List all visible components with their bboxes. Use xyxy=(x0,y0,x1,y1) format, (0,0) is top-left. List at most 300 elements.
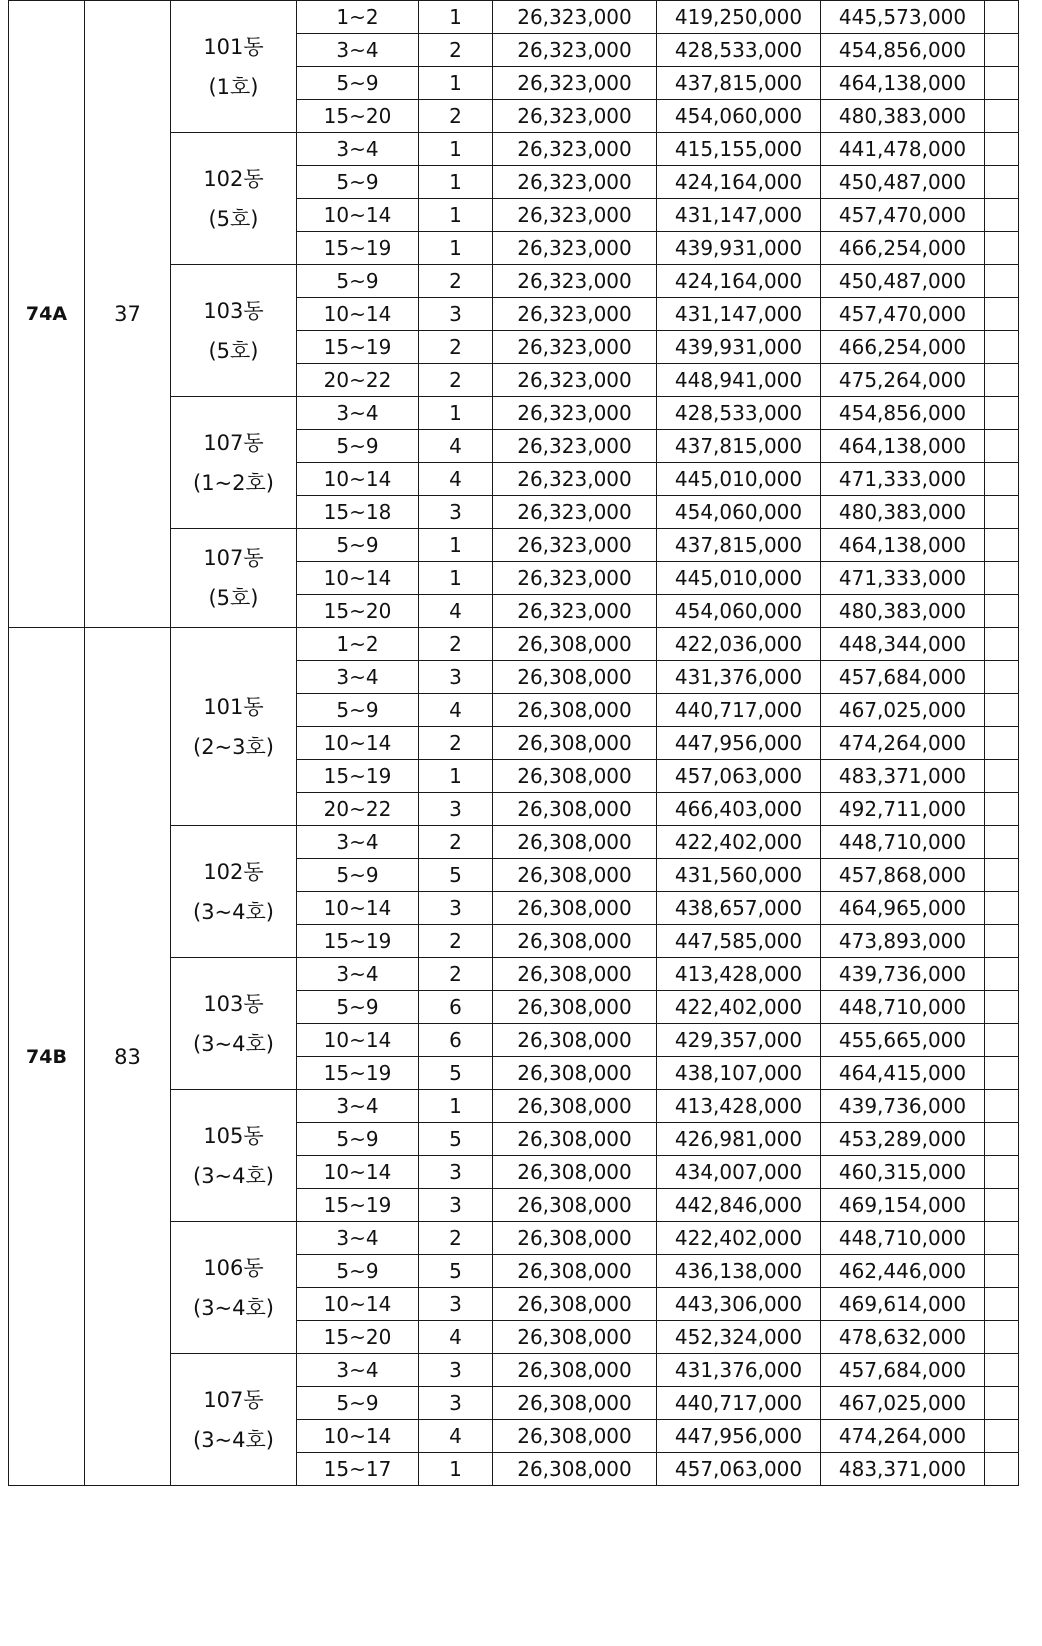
building-price-cell: 413,428,000 xyxy=(657,1090,821,1123)
household-count-cell: 1 xyxy=(419,1,493,34)
household-count-cell: 5 xyxy=(419,1057,493,1090)
building-cell xyxy=(171,1354,297,1486)
cropped-edge-cell xyxy=(985,199,1019,232)
land-price-cell: 26,308,000 xyxy=(493,727,657,760)
floor-range-cell: 10~14 xyxy=(297,562,419,595)
household-count-cell: 5 xyxy=(419,859,493,892)
floor-range-cell: 10~14 xyxy=(297,727,419,760)
land-price-cell: 26,323,000 xyxy=(493,166,657,199)
land-price-cell: 26,308,000 xyxy=(493,892,657,925)
land-price-cell: 26,308,000 xyxy=(493,991,657,1024)
building-name: 101동 xyxy=(203,694,264,719)
building-price-cell: 447,956,000 xyxy=(657,1420,821,1453)
total-price-cell: 462,446,000 xyxy=(821,1255,985,1288)
total-price-cell: 457,684,000 xyxy=(821,1354,985,1387)
floor-range-cell: 5~9 xyxy=(297,859,419,892)
household-count-cell: 2 xyxy=(419,364,493,397)
cropped-edge-cell xyxy=(985,364,1019,397)
floor-range-cell: 5~9 xyxy=(297,67,419,100)
total-price-cell: 466,254,000 xyxy=(821,331,985,364)
cropped-edge-cell xyxy=(985,496,1019,529)
cropped-edge-cell xyxy=(985,760,1019,793)
cropped-edge-cell xyxy=(985,991,1019,1024)
building-price-cell: 445,010,000 xyxy=(657,562,821,595)
land-price-cell: 26,323,000 xyxy=(493,562,657,595)
building-price-cell: 419,250,000 xyxy=(657,1,821,34)
household-count-cell: 3 xyxy=(419,1189,493,1222)
land-price-cell: 26,308,000 xyxy=(493,1354,657,1387)
household-count-cell: 6 xyxy=(419,1024,493,1057)
total-price-cell: 448,344,000 xyxy=(821,628,985,661)
building-unit-line: (3~4호) xyxy=(193,899,274,924)
cropped-edge-cell xyxy=(985,1387,1019,1420)
building-price-cell: 439,931,000 xyxy=(657,232,821,265)
building-name: 101동 xyxy=(203,34,264,59)
building-name: 103동 xyxy=(203,991,264,1016)
land-price-cell: 26,308,000 xyxy=(493,1387,657,1420)
building-price-cell: 436,138,000 xyxy=(657,1255,821,1288)
cropped-edge-cell xyxy=(985,562,1019,595)
building-price-cell: 438,657,000 xyxy=(657,892,821,925)
floor-range-cell: 10~14 xyxy=(297,892,419,925)
floor-range-cell: 3~4 xyxy=(297,661,419,694)
total-price-cell: 453,289,000 xyxy=(821,1123,985,1156)
total-price-cell: 457,868,000 xyxy=(821,859,985,892)
floor-range-cell: 10~14 xyxy=(297,298,419,331)
building-price-cell: 422,036,000 xyxy=(657,628,821,661)
cropped-edge-cell xyxy=(985,1024,1019,1057)
land-price-cell: 26,323,000 xyxy=(493,430,657,463)
building-cell xyxy=(171,628,297,826)
land-price-cell: 26,308,000 xyxy=(493,1420,657,1453)
total-price-cell: 455,665,000 xyxy=(821,1024,985,1057)
household-count-cell: 1 xyxy=(419,166,493,199)
cropped-edge-cell xyxy=(985,430,1019,463)
household-count-cell: 1 xyxy=(419,199,493,232)
cropped-edge-cell xyxy=(985,1222,1019,1255)
floor-range-cell: 10~14 xyxy=(297,1024,419,1057)
building-name: 103동 xyxy=(203,298,264,323)
household-count-cell: 3 xyxy=(419,793,493,826)
building-name: 107동 xyxy=(203,430,264,455)
building-price-cell: 454,060,000 xyxy=(657,100,821,133)
cropped-edge-cell xyxy=(985,859,1019,892)
land-price-cell: 26,323,000 xyxy=(493,265,657,298)
total-price-cell: 464,965,000 xyxy=(821,892,985,925)
land-price-cell: 26,308,000 xyxy=(493,1090,657,1123)
floor-range-cell: 10~14 xyxy=(297,1156,419,1189)
total-price-cell: 460,315,000 xyxy=(821,1156,985,1189)
floor-range-cell: 5~9 xyxy=(297,430,419,463)
total-price-cell: 474,264,000 xyxy=(821,1420,985,1453)
cropped-edge-cell xyxy=(985,628,1019,661)
cropped-edge-cell xyxy=(985,67,1019,100)
cropped-edge-cell xyxy=(985,529,1019,562)
household-count-cell: 3 xyxy=(419,1354,493,1387)
building-price-cell: 437,815,000 xyxy=(657,529,821,562)
total-price-cell: 469,154,000 xyxy=(821,1189,985,1222)
building-price-cell: 413,428,000 xyxy=(657,958,821,991)
total-price-cell: 457,470,000 xyxy=(821,199,985,232)
floor-range-cell: 15~20 xyxy=(297,595,419,628)
total-price-cell: 483,371,000 xyxy=(821,760,985,793)
household-count-cell: 2 xyxy=(419,958,493,991)
floor-range-cell: 5~9 xyxy=(297,1255,419,1288)
household-count-cell: 1 xyxy=(419,232,493,265)
building-price-cell: 415,155,000 xyxy=(657,133,821,166)
land-price-cell: 26,323,000 xyxy=(493,529,657,562)
building-price-cell: 457,063,000 xyxy=(657,1453,821,1486)
building-price-cell: 424,164,000 xyxy=(657,166,821,199)
building-unit-line: (5호) xyxy=(208,586,259,610)
total-price-cell: 457,684,000 xyxy=(821,661,985,694)
building-unit-line: (3~4호) xyxy=(193,1031,274,1056)
floor-range-cell: 3~4 xyxy=(297,1222,419,1255)
table-body xyxy=(9,1,1019,1486)
cropped-edge-cell xyxy=(985,1420,1019,1453)
floor-range-cell: 10~14 xyxy=(297,1420,419,1453)
land-price-cell: 26,308,000 xyxy=(493,925,657,958)
land-price-cell: 26,308,000 xyxy=(493,1024,657,1057)
total-price-cell: 492,711,000 xyxy=(821,793,985,826)
building-unit-line: (3~4호) xyxy=(193,1295,274,1320)
floor-range-cell: 15~19 xyxy=(297,331,419,364)
floor-range-cell: 15~19 xyxy=(297,232,419,265)
household-count-cell: 2 xyxy=(419,826,493,859)
floor-range-cell: 3~4 xyxy=(297,1354,419,1387)
cropped-edge-cell xyxy=(985,1288,1019,1321)
total-price-cell: 464,415,000 xyxy=(821,1057,985,1090)
floor-range-cell: 5~9 xyxy=(297,694,419,727)
cropped-edge-cell xyxy=(985,826,1019,859)
building-price-cell: 422,402,000 xyxy=(657,1222,821,1255)
building-unit-line: (3~4호) xyxy=(193,1427,274,1452)
total-price-cell: 464,138,000 xyxy=(821,430,985,463)
building-cell xyxy=(171,826,297,958)
household-count-cell: 3 xyxy=(419,496,493,529)
land-price-cell: 26,323,000 xyxy=(493,496,657,529)
cropped-edge-cell xyxy=(985,463,1019,496)
household-count-cell: 1 xyxy=(419,67,493,100)
cropped-edge-cell xyxy=(985,34,1019,67)
cropped-edge-cell xyxy=(985,1189,1019,1222)
cropped-edge-cell xyxy=(985,793,1019,826)
cropped-edge-cell xyxy=(985,166,1019,199)
building-price-cell: 440,717,000 xyxy=(657,1387,821,1420)
total-price-cell: 480,383,000 xyxy=(821,595,985,628)
land-price-cell: 26,323,000 xyxy=(493,331,657,364)
building-price-cell: 424,164,000 xyxy=(657,265,821,298)
household-count-cell: 1 xyxy=(419,562,493,595)
building-unit-line: (3~4호) xyxy=(193,1163,274,1188)
cropped-edge-cell xyxy=(985,1123,1019,1156)
land-price-cell: 26,323,000 xyxy=(493,364,657,397)
building-name: 105동 xyxy=(203,1123,264,1148)
total-price-cell: 454,856,000 xyxy=(821,34,985,67)
building-unit-line: (1호) xyxy=(208,74,259,99)
cropped-edge-cell xyxy=(985,133,1019,166)
building-price-cell: 426,981,000 xyxy=(657,1123,821,1156)
building-price-cell: 445,010,000 xyxy=(657,463,821,496)
household-count-cell: 1 xyxy=(419,760,493,793)
building-name: 106동 xyxy=(203,1255,264,1280)
building-cell xyxy=(171,958,297,1090)
cropped-edge-cell xyxy=(985,1354,1019,1387)
building-price-cell: 457,063,000 xyxy=(657,760,821,793)
total-price-cell: 464,138,000 xyxy=(821,529,985,562)
total-price-cell: 454,856,000 xyxy=(821,397,985,430)
land-price-cell: 26,308,000 xyxy=(493,1189,657,1222)
land-price-cell: 26,308,000 xyxy=(493,1123,657,1156)
floor-range-cell: 15~20 xyxy=(297,100,419,133)
total-price-cell: 448,710,000 xyxy=(821,826,985,859)
land-price-cell: 26,323,000 xyxy=(493,232,657,265)
price-table xyxy=(8,0,1019,1486)
household-count-cell: 1 xyxy=(419,529,493,562)
floor-range-cell: 5~9 xyxy=(297,991,419,1024)
cropped-edge-cell xyxy=(985,925,1019,958)
floor-range-cell: 5~9 xyxy=(297,1123,419,1156)
household-count-cell: 3 xyxy=(419,661,493,694)
household-count-cell: 1 xyxy=(419,397,493,430)
floor-range-cell: 3~4 xyxy=(297,1090,419,1123)
total-price-cell: 457,470,000 xyxy=(821,298,985,331)
land-price-cell: 26,308,000 xyxy=(493,859,657,892)
household-count-cell: 2 xyxy=(419,727,493,760)
total-price-cell: 471,333,000 xyxy=(821,562,985,595)
land-price-cell: 26,308,000 xyxy=(493,628,657,661)
total-price-cell: 441,478,000 xyxy=(821,133,985,166)
household-count-cell: 6 xyxy=(419,991,493,1024)
total-price-cell: 439,736,000 xyxy=(821,958,985,991)
building-unit-line: (1~2호) xyxy=(193,470,274,495)
land-price-cell: 26,323,000 xyxy=(493,463,657,496)
floor-range-cell: 1~2 xyxy=(297,1,419,34)
building-name: 102동 xyxy=(203,166,264,191)
cropped-edge-cell xyxy=(985,727,1019,760)
floor-range-cell: 15~19 xyxy=(297,1189,419,1222)
total-price-cell: 469,614,000 xyxy=(821,1288,985,1321)
household-count-cell: 4 xyxy=(419,694,493,727)
floor-range-cell: 3~4 xyxy=(297,958,419,991)
household-count-cell: 4 xyxy=(419,1321,493,1354)
building-price-cell: 422,402,000 xyxy=(657,826,821,859)
price-table-container xyxy=(8,0,1019,1486)
floor-range-cell: 10~14 xyxy=(297,1288,419,1321)
building-cell xyxy=(171,397,297,529)
building-price-cell: 439,931,000 xyxy=(657,331,821,364)
total-price-cell: 464,138,000 xyxy=(821,67,985,100)
land-price-cell: 26,308,000 xyxy=(493,694,657,727)
floor-range-cell: 15~18 xyxy=(297,496,419,529)
land-price-cell: 26,308,000 xyxy=(493,1288,657,1321)
land-price-cell: 26,308,000 xyxy=(493,760,657,793)
floor-range-cell: 20~22 xyxy=(297,793,419,826)
cropped-edge-cell xyxy=(985,1453,1019,1486)
household-count-cell: 2 xyxy=(419,925,493,958)
total-price-cell: 448,710,000 xyxy=(821,1222,985,1255)
building-price-cell: 440,717,000 xyxy=(657,694,821,727)
floor-range-cell: 5~9 xyxy=(297,166,419,199)
building-unit-line: (5호) xyxy=(208,206,259,231)
land-price-cell: 26,308,000 xyxy=(493,1156,657,1189)
cropped-edge-cell xyxy=(985,892,1019,925)
floor-range-cell: 15~17 xyxy=(297,1453,419,1486)
land-price-cell: 26,323,000 xyxy=(493,133,657,166)
building-price-cell: 434,007,000 xyxy=(657,1156,821,1189)
building-name: 107동 xyxy=(203,1387,264,1412)
building-price-cell: 428,533,000 xyxy=(657,397,821,430)
floor-range-cell: 3~4 xyxy=(297,133,419,166)
household-count-cell: 2 xyxy=(419,265,493,298)
land-price-cell: 26,308,000 xyxy=(493,1222,657,1255)
floor-range-cell: 5~9 xyxy=(297,529,419,562)
floor-range-cell: 5~9 xyxy=(297,1387,419,1420)
household-count-cell: 5 xyxy=(419,1123,493,1156)
building-price-cell: 431,147,000 xyxy=(657,199,821,232)
total-price-cell: 450,487,000 xyxy=(821,166,985,199)
building-price-cell: 466,403,000 xyxy=(657,793,821,826)
household-count-cell: 1 xyxy=(419,1453,493,1486)
land-price-cell: 26,308,000 xyxy=(493,1057,657,1090)
building-price-cell: 438,107,000 xyxy=(657,1057,821,1090)
cropped-edge-cell xyxy=(985,958,1019,991)
household-count-cell: 3 xyxy=(419,1156,493,1189)
floor-range-cell: 10~14 xyxy=(297,463,419,496)
floor-range-cell: 20~22 xyxy=(297,364,419,397)
household-count-cell: 2 xyxy=(419,100,493,133)
building-price-cell: 448,941,000 xyxy=(657,364,821,397)
building-price-cell: 443,306,000 xyxy=(657,1288,821,1321)
building-price-cell: 431,560,000 xyxy=(657,859,821,892)
total-price-cell: 467,025,000 xyxy=(821,1387,985,1420)
building-price-cell: 431,376,000 xyxy=(657,1354,821,1387)
total-price-cell: 445,573,000 xyxy=(821,1,985,34)
cropped-edge-cell xyxy=(985,1321,1019,1354)
household-count-cell: 4 xyxy=(419,595,493,628)
building-name: 102동 xyxy=(203,859,264,884)
building-cell xyxy=(171,265,297,397)
floor-range-cell: 15~19 xyxy=(297,1057,419,1090)
household-count-cell: 2 xyxy=(419,34,493,67)
household-count-cell: 5 xyxy=(419,1255,493,1288)
building-cell xyxy=(171,1222,297,1354)
total-price-cell: 467,025,000 xyxy=(821,694,985,727)
floor-range-cell: 1~2 xyxy=(297,628,419,661)
building-price-cell: 431,376,000 xyxy=(657,661,821,694)
land-price-cell: 26,323,000 xyxy=(493,298,657,331)
land-price-cell: 26,323,000 xyxy=(493,199,657,232)
household-count-cell: 4 xyxy=(419,463,493,496)
cropped-edge-cell xyxy=(985,397,1019,430)
floor-range-cell: 15~19 xyxy=(297,760,419,793)
cropped-edge-cell xyxy=(985,1057,1019,1090)
building-cell xyxy=(171,1,297,133)
building-cell xyxy=(171,529,297,628)
floor-range-cell: 15~20 xyxy=(297,1321,419,1354)
land-price-cell: 26,323,000 xyxy=(493,397,657,430)
building-price-cell: 454,060,000 xyxy=(657,496,821,529)
building-price-cell: 452,324,000 xyxy=(657,1321,821,1354)
household-count-cell: 1 xyxy=(419,133,493,166)
cropped-edge-cell xyxy=(985,1090,1019,1123)
building-name: 107동 xyxy=(203,546,264,570)
household-count-cell: 3 xyxy=(419,1387,493,1420)
cropped-edge-cell xyxy=(985,1156,1019,1189)
household-count-cell: 3 xyxy=(419,298,493,331)
cropped-edge-cell xyxy=(985,298,1019,331)
floor-range-cell: 10~14 xyxy=(297,199,419,232)
total-price-cell: 473,893,000 xyxy=(821,925,985,958)
building-unit-line: (5호) xyxy=(208,338,259,363)
building-price-cell: 454,060,000 xyxy=(657,595,821,628)
total-price-cell: 439,736,000 xyxy=(821,1090,985,1123)
total-price-cell: 448,710,000 xyxy=(821,991,985,1024)
household-count-cell: 1 xyxy=(419,1090,493,1123)
floor-range-cell: 3~4 xyxy=(297,826,419,859)
floor-range-cell: 3~4 xyxy=(297,397,419,430)
total-price-cell: 466,254,000 xyxy=(821,232,985,265)
cropped-edge-cell xyxy=(985,1,1019,34)
household-count-cell: 2 xyxy=(419,628,493,661)
building-unit-line: (2~3호) xyxy=(193,734,274,759)
total-price-cell: 480,383,000 xyxy=(821,100,985,133)
household-count-cell: 4 xyxy=(419,430,493,463)
building-price-cell: 429,357,000 xyxy=(657,1024,821,1057)
household-count-cell: 3 xyxy=(419,892,493,925)
unit-count-cell: 37 xyxy=(85,1,171,628)
land-price-cell: 26,308,000 xyxy=(493,1453,657,1486)
land-price-cell: 26,308,000 xyxy=(493,661,657,694)
building-cell xyxy=(171,133,297,265)
household-count-cell: 3 xyxy=(419,1288,493,1321)
cropped-edge-cell xyxy=(985,232,1019,265)
floor-range-cell: 3~4 xyxy=(297,34,419,67)
total-price-cell: 475,264,000 xyxy=(821,364,985,397)
total-price-cell: 450,487,000 xyxy=(821,265,985,298)
building-price-cell: 422,402,000 xyxy=(657,991,821,1024)
floor-range-cell: 5~9 xyxy=(297,265,419,298)
table-row xyxy=(9,628,1019,661)
housing-type-cell: 74A xyxy=(9,1,85,628)
land-price-cell: 26,308,000 xyxy=(493,826,657,859)
land-price-cell: 26,308,000 xyxy=(493,1321,657,1354)
floor-range-cell: 15~19 xyxy=(297,925,419,958)
building-price-cell: 442,846,000 xyxy=(657,1189,821,1222)
total-price-cell: 480,383,000 xyxy=(821,496,985,529)
building-price-cell: 437,815,000 xyxy=(657,67,821,100)
land-price-cell: 26,323,000 xyxy=(493,34,657,67)
household-count-cell: 4 xyxy=(419,1420,493,1453)
unit-count-cell: 83 xyxy=(85,628,171,1486)
building-price-cell: 428,533,000 xyxy=(657,34,821,67)
cropped-edge-cell xyxy=(985,595,1019,628)
cropped-edge-cell xyxy=(985,100,1019,133)
cropped-edge-cell xyxy=(985,694,1019,727)
total-price-cell: 483,371,000 xyxy=(821,1453,985,1486)
total-price-cell: 478,632,000 xyxy=(821,1321,985,1354)
total-price-cell: 474,264,000 xyxy=(821,727,985,760)
cropped-edge-cell xyxy=(985,661,1019,694)
building-price-cell: 437,815,000 xyxy=(657,430,821,463)
land-price-cell: 26,323,000 xyxy=(493,595,657,628)
building-price-cell: 447,585,000 xyxy=(657,925,821,958)
housing-type-cell: 74B xyxy=(9,628,85,1486)
land-price-cell: 26,323,000 xyxy=(493,1,657,34)
building-price-cell: 447,956,000 xyxy=(657,727,821,760)
land-price-cell: 26,308,000 xyxy=(493,1255,657,1288)
building-cell xyxy=(171,1090,297,1222)
